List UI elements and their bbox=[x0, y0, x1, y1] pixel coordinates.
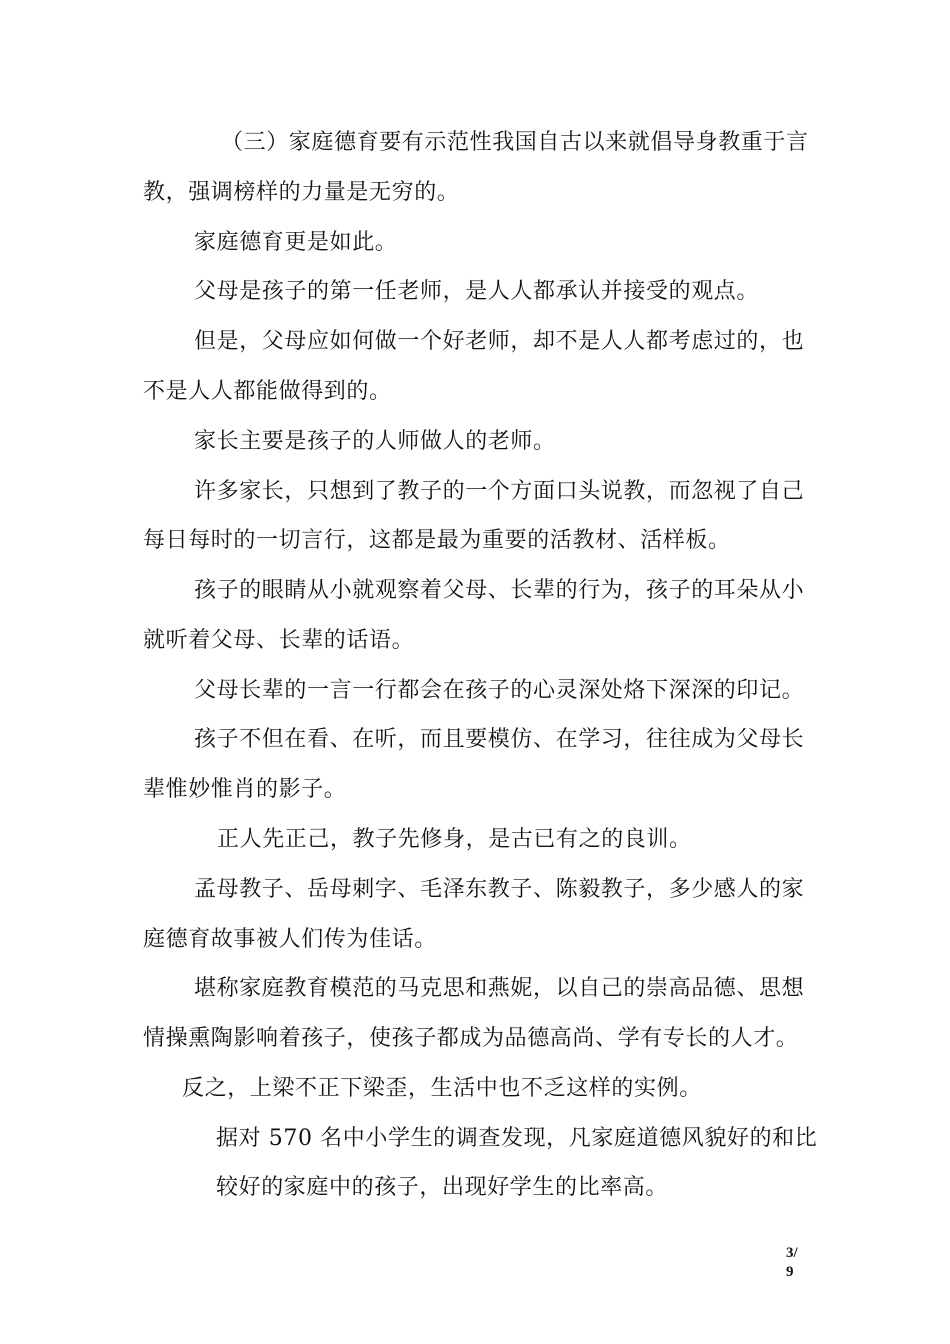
page-number-total: 9 bbox=[786, 1264, 794, 1280]
p10-line-1: 正人先正己，教子先修身，是古已有之的良训。 bbox=[217, 827, 692, 852]
p3-line-1: 父母是孩子的第一任老师，是人人都承认并接受的观点。 bbox=[194, 279, 760, 304]
p11-line-1: 孟母教子、岳母刺字、毛泽东教子、陈毅教子，多少感人的家 bbox=[194, 877, 805, 902]
p11-line-2: 庭德育故事被人们传为佳话。 bbox=[143, 927, 437, 952]
p14-line-2: 较好的家庭中的孩子，出现好学生的比率高。 bbox=[216, 1175, 669, 1200]
p9-line-1: 孩子不但在看、在听，而且要模仿、在学习，往往成为父母长 bbox=[194, 727, 805, 752]
p7-line-2: 就听着父母、长辈的话语。 bbox=[143, 628, 415, 653]
p12-line-2: 情操熏陶影响着孩子，使孩子都成为品德高尚、学有专长的人才。 bbox=[143, 1026, 799, 1051]
p13-line-1: 反之，上梁不正下梁歪，生活中也不乏这样的实例。 bbox=[182, 1076, 702, 1101]
p4-line-1: 但是，父母应如何做一个好老师，却不是人人都考虑过的，也 bbox=[194, 329, 805, 354]
page-number-current: 3/ bbox=[786, 1245, 798, 1261]
p2-line-1: 家庭德育更是如此。 bbox=[194, 230, 398, 255]
p7-line-1: 孩子的眼睛从小就观察着父母、长辈的行为，孩子的耳朵从小 bbox=[194, 578, 805, 603]
p6-line-2: 每日每时的一切言行，这都是最为重要的活教材、活样板。 bbox=[143, 528, 731, 553]
p4-line-2: 不是人人都能做得到的。 bbox=[143, 379, 392, 404]
p12-line-1: 堪称家庭教育模范的马克思和燕妮，以自己的崇高品德、思想 bbox=[194, 976, 805, 1001]
p14-line-1: 据对 570 名中小学生的调查发现，凡家庭道德风貌好的和比 bbox=[216, 1126, 818, 1151]
p1-line-1: （三）家庭德育要有示范性我国自古以来就倡导身教重于言 bbox=[221, 130, 809, 155]
p8-line-1: 父母长辈的一言一行都会在孩子的心灵深处烙下深深的印记。 bbox=[194, 678, 805, 703]
p1-line-2: 教，强调榜样的力量是无穷的。 bbox=[143, 180, 460, 205]
p9-line-2: 辈惟妙惟肖的影子。 bbox=[143, 777, 347, 802]
p6-line-1: 许多家长，只想到了教子的一个方面口头说教，而忽视了自己 bbox=[194, 479, 805, 504]
p5-line-1: 家长主要是孩子的人师做人的老师。 bbox=[194, 429, 556, 454]
